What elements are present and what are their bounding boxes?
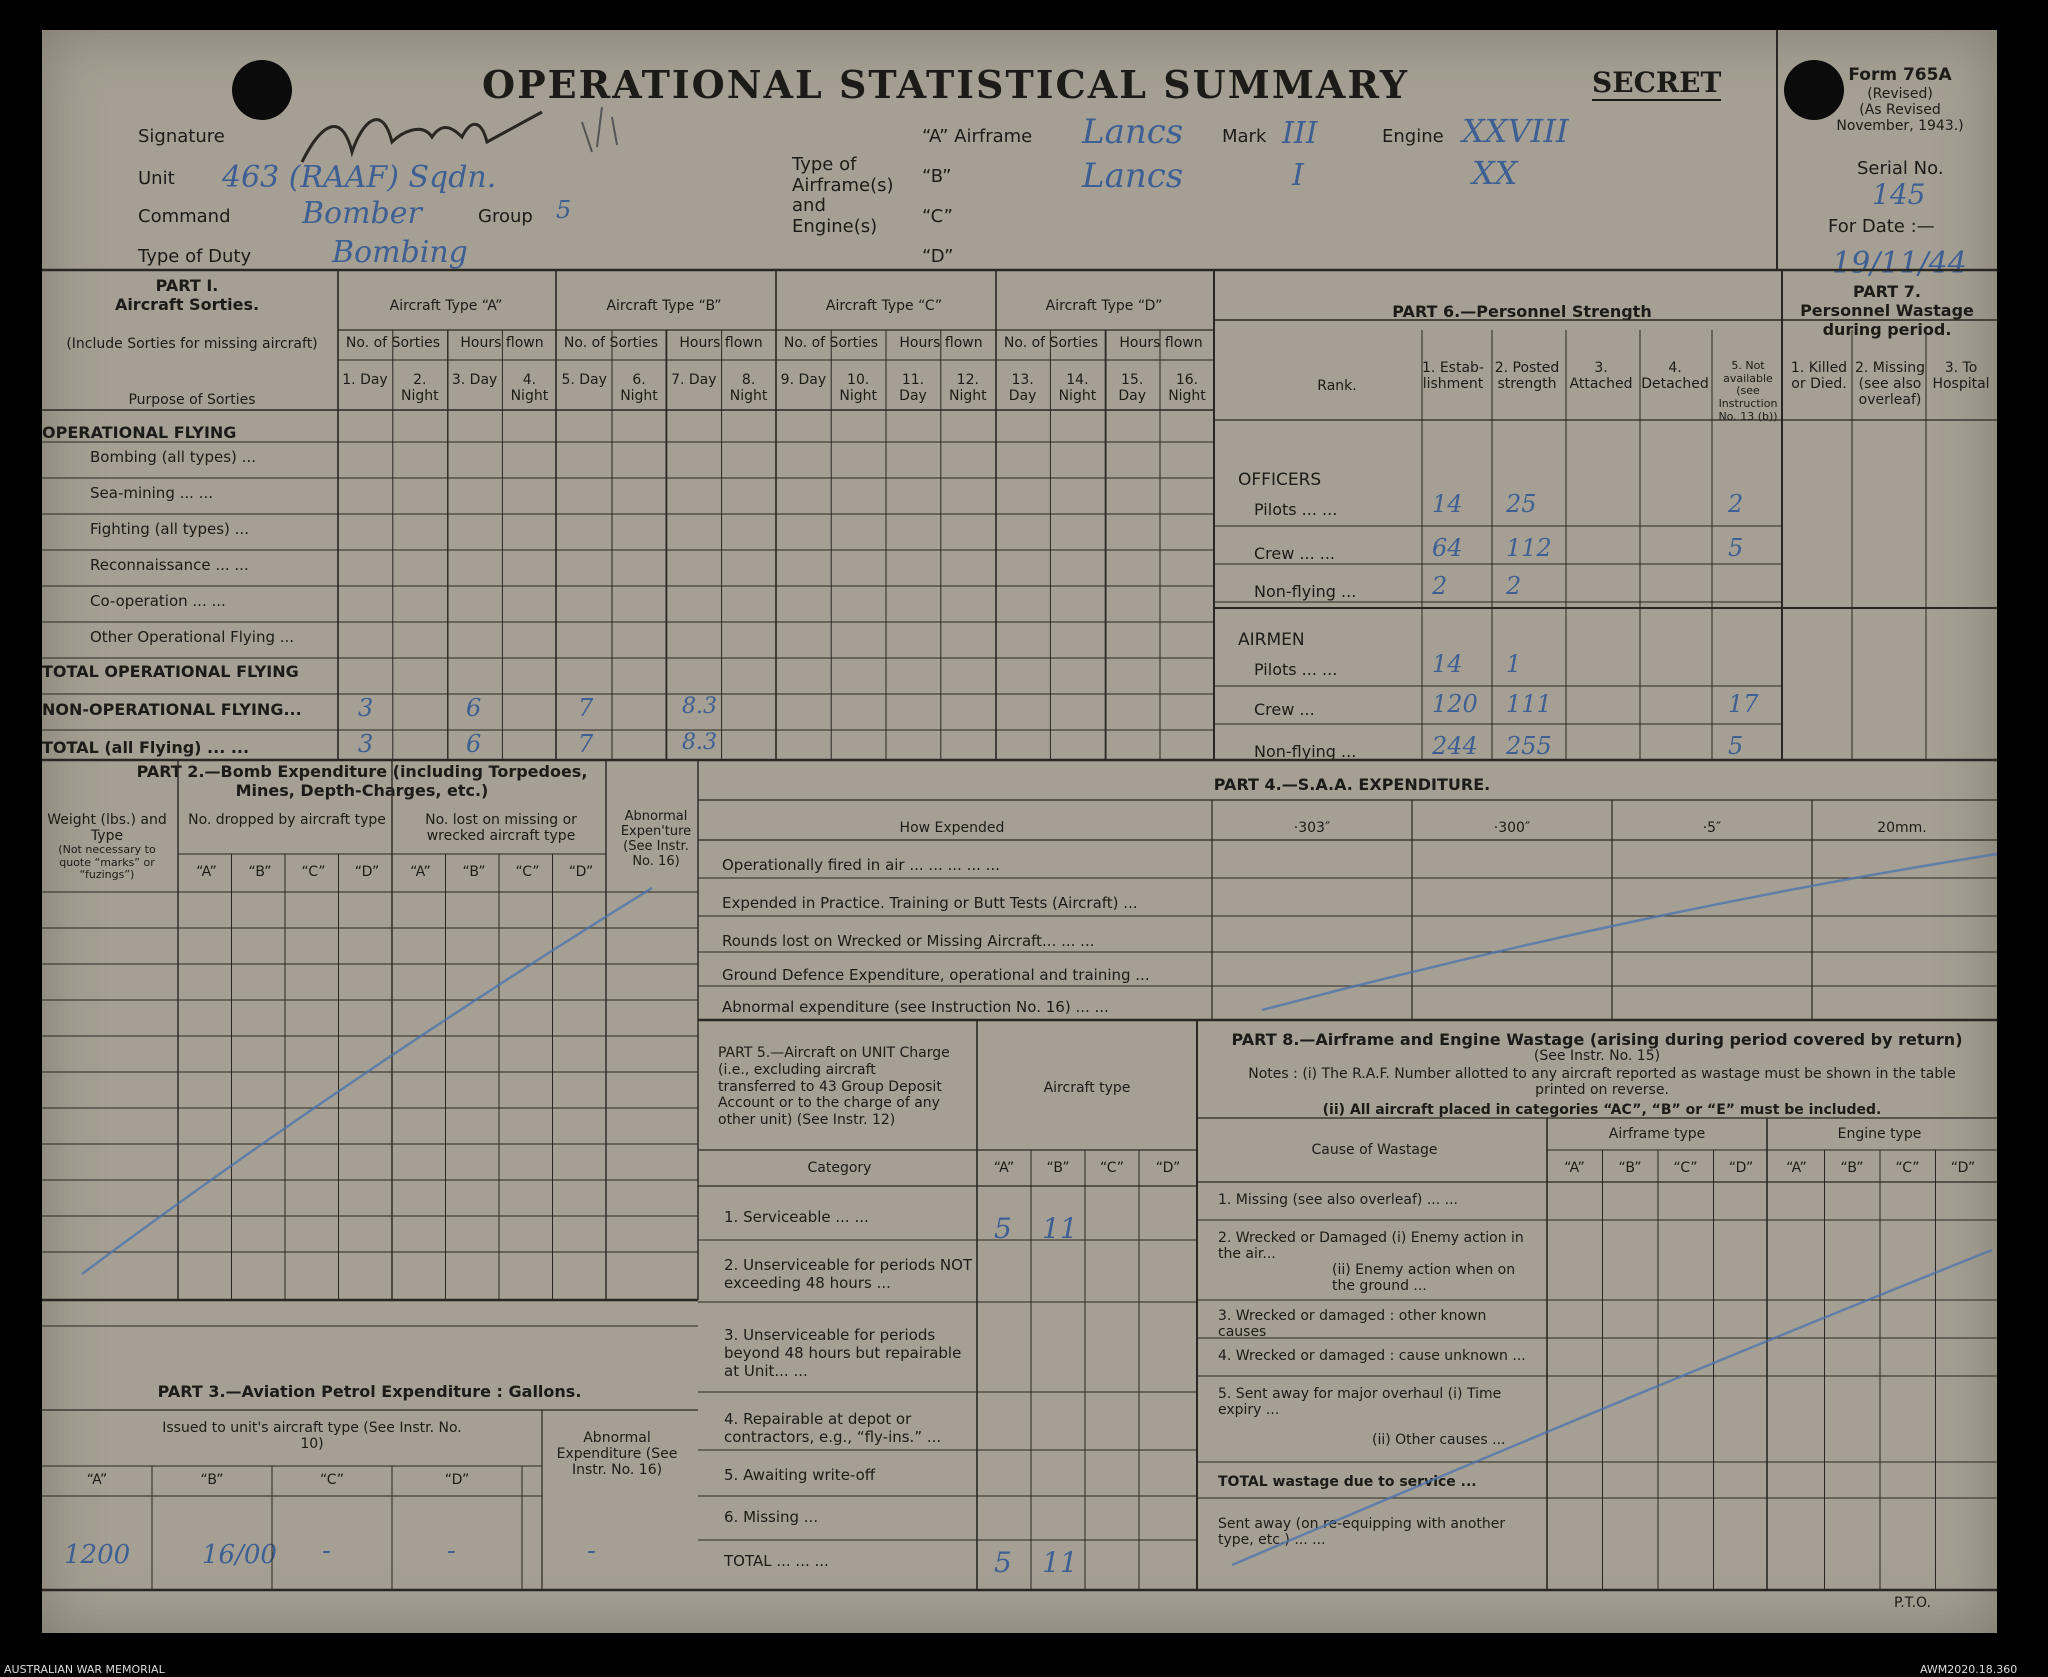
part1-row-bombing: Bombing (all types) ... (90, 448, 256, 466)
part5-letter-c: “C” (1099, 1160, 1125, 1176)
calibre-300: ·300″ (1493, 820, 1531, 836)
group-label: Group (478, 206, 533, 227)
hours-sub-d: Hours flown (1119, 335, 1203, 351)
total-operational-label: TOTAL OPERATIONAL FLYING (42, 662, 299, 681)
part1-col-16: 16. Night (1168, 372, 1206, 405)
hours-sub-a: Hours flown (460, 335, 544, 351)
airmen-label: AIRMEN (1238, 630, 1305, 650)
sorties-sub-c: No. of Sorties (783, 335, 879, 351)
command-label: Command (138, 206, 231, 227)
calibre-303: ·303″ (1293, 820, 1331, 836)
part8-letter-8: “D” (1950, 1160, 1976, 1176)
a-engine-value: XXVIII (1462, 112, 1569, 150)
serial-label: Serial No. (1857, 158, 1944, 179)
total-value-4: 8.3 (682, 730, 717, 755)
part5-row-5: 5. Awaiting write-off (724, 1466, 876, 1484)
total-all-label: TOTAL (all Flying) ... ... (42, 738, 250, 757)
part7-col-3: 3. To Hospital (1932, 360, 1990, 393)
total-value-1: 3 (358, 730, 374, 758)
part6-value-6-2: 255 (1506, 732, 1552, 760)
part4-row-1: Operationally fired in air ... ... ... ... ... (722, 856, 1000, 874)
part8-letter-5: “A” (1786, 1160, 1807, 1176)
b-mark-value: I (1292, 158, 1304, 193)
issued-label: Issued to unit's aircraft type (See Instr. No. 10) (162, 1420, 462, 1453)
airframe-d-label: “D” (922, 246, 954, 267)
part1-col-2: 2. Night (400, 372, 439, 405)
a-airframe-value: Lancs (1082, 112, 1184, 152)
form-number: Form 765A (Revised) (As Revised November, 1943.) (1836, 65, 1964, 134)
operational-flying-label: OPERATIONAL FLYING (42, 423, 237, 442)
part7-col-2: 2. Missing (see also overleaf) (1854, 360, 1925, 409)
part1-row-other: Other Operational Flying ... (90, 628, 295, 646)
a-mark-value: III (1282, 116, 1318, 151)
airframe-group-label: Type of Airframe(s) and Engine(s) (792, 154, 894, 238)
part2-letter-5: “A” (410, 864, 431, 880)
b-airframe-value: Lancs (1082, 156, 1184, 196)
part4-row-4: Ground Defence Expenditure, operational and training ... (722, 966, 1150, 984)
part1-col-3: 3. Day (451, 372, 498, 388)
duty-value: Bombing (332, 235, 468, 270)
part5-row-3: 3. Unserviceable for periods beyond 48 hours but repairable at Unit... ... (724, 1326, 962, 1380)
part5-title: PART 5.—Aircraft on UNIT Charge (i.e., excluding aircraft transferred to 43 Group Deposit Account or to the charge of any other unit) (See Instr. 12) (718, 1045, 950, 1129)
part7-col-1: 1. Killed or Died. (1790, 360, 1848, 393)
part1-col-5: 5. Day (561, 372, 607, 388)
part4-row-3: Rounds lost on Wrecked or Missing Aircraft... ... ... (722, 932, 1095, 950)
part5-row-total: TOTAL ... ... ... (724, 1552, 829, 1570)
part6-value-4-2: 1 (1506, 650, 1522, 678)
petrol-b-value: 16/00 (202, 1540, 277, 1570)
airframe-c-label: “C” (922, 206, 953, 227)
non-op-value-2: 6 (466, 694, 482, 722)
non-op-value-4: 8.3 (682, 694, 717, 719)
part1-col-14: 14. Night (1058, 372, 1097, 405)
part1-col-6: 6. Night (620, 372, 658, 405)
part6-row-label-3: Non-flying ... (1254, 582, 1357, 601)
part4-row-2: Expended in Practice. Training or Butt Tests (Aircraft) ... (722, 894, 1138, 912)
part5-row-4: 4. Repairable at depot or contractors, e.g., “fly-ins.” ... (724, 1410, 942, 1446)
part5-letter-a: “A” (993, 1160, 1015, 1176)
engine-label: Engine (1382, 126, 1444, 147)
calibre-20mm: 20mm. (1877, 820, 1927, 836)
b-engine-value: XX (1472, 154, 1518, 192)
dropped-label: No. dropped by aircraft type (188, 812, 386, 828)
part6-value-3-2: 2 (1506, 572, 1522, 600)
lost-label: No. lost on missing or wrecked aircraft type (425, 812, 577, 845)
unit-value: 463 (RAAF) Sqdn. (222, 160, 497, 195)
part6-row-label-5: Crew ... (1254, 700, 1315, 719)
serviceable-b-value: 11 (1042, 1212, 1078, 1245)
total-value-2: 6 (466, 730, 482, 758)
part5-row-2: 2. Unserviceable for periods NOT exceeding 48 hours ... (724, 1256, 973, 1292)
part6-value-2-5: 5 (1728, 534, 1744, 562)
part1-row-fighting: Fighting (all types) ... (90, 520, 249, 538)
serial-value: 145 (1872, 178, 1926, 211)
footer-right: AWM2020.18.360 (1920, 1663, 2018, 1676)
part8-row-2: 2. Wrecked or Damaged (i) Enemy action in the air... (1218, 1230, 1524, 1262)
part8-row-7: (ii) Other causes ... (1372, 1432, 1506, 1448)
hours-sub-c: Hours flown (899, 335, 983, 351)
part3-letter-b: “B” (200, 1472, 224, 1488)
airframe-a-label: “A” Airframe (922, 126, 1033, 147)
part6-value-5-1: 120 (1432, 690, 1478, 718)
non-op-value-1: 3 (358, 694, 374, 722)
part2-letter-4: “D” (354, 864, 380, 880)
part8-row-1: 1. Missing (see also overleaf) ... ... (1218, 1192, 1458, 1208)
part8-letter-4: “D” (1728, 1160, 1754, 1176)
for-date-value: 19/11/44 (1832, 246, 1967, 281)
group-value: 5 (556, 196, 572, 224)
airframe-b-label: “B” (922, 166, 952, 187)
part6-row-label-1: Pilots ... ... (1254, 500, 1338, 519)
part1-row-sea-mining: Sea-mining ... ... (90, 484, 213, 502)
part6-value-1-2: 25 (1506, 490, 1537, 518)
for-date-label: For Date :— (1828, 216, 1935, 237)
total-b-value: 11 (1042, 1546, 1078, 1579)
part1-col-13: 13. Day (1008, 372, 1037, 405)
part8-letter-1: “A” (1564, 1160, 1585, 1176)
footer-left: AUSTRALIAN WAR MEMORIAL (4, 1663, 165, 1676)
part8-letter-6: “B” (1840, 1160, 1864, 1176)
part3-abnormal-label: Abnormal Expenditure (See Instr. No. 16) (556, 1430, 678, 1479)
part3-letter-d: “D” (444, 1472, 470, 1488)
part8-instr: (See Instr. No. 15) (1533, 1048, 1661, 1064)
part1-col-12: 12. Night (948, 372, 987, 405)
part6-value-5-5: 17 (1728, 690, 1759, 718)
part8-note2: (ii) All aircraft placed in categories “AC”, “B” or “E” must be included. (1322, 1102, 1882, 1118)
part6-col-5: 5. Not available (see Instruction No. 13 (b)) (1718, 359, 1778, 423)
part6-value-6-5: 5 (1728, 732, 1744, 760)
purpose-label: Purpose of Sorties (128, 392, 256, 408)
weight-label: Weight (lbs.) and Type (Not necessary to quote “marks” or “fuzings”) (47, 812, 167, 882)
part8-row-8: TOTAL wastage due to service ... (1218, 1474, 1477, 1490)
part3-letter-a: “A” (86, 1472, 108, 1488)
form-title: OPERATIONAL STATISTICAL SUMMARY (482, 62, 1409, 107)
unit-label: Unit (138, 168, 175, 189)
sorties-sub-a: No. of Sorties (345, 335, 441, 351)
part6-value-4-1: 14 (1432, 650, 1463, 678)
type-c-header: Aircraft Type “C” (825, 298, 943, 314)
how-expended-label: How Expended (899, 820, 1005, 836)
part8-letter-2: “B” (1618, 1160, 1642, 1176)
part1-col-10: 10. Night (839, 372, 877, 405)
part6-col-2: 2. Posted strength (1494, 360, 1560, 393)
part6-row-label-6: Non-flying ... (1254, 742, 1357, 761)
part8-title: PART 8.—Airframe and Engine Wastage (arising during period covered by return) (1231, 1030, 1963, 1049)
duty-label: Type of Duty (138, 246, 252, 267)
cause-label: Cause of Wastage (1311, 1142, 1438, 1158)
part8-row-9: Sent away (on re-equipping with another type, etc.) ... ... (1218, 1516, 1506, 1548)
part6-row-label-2: Crew ... ... (1254, 544, 1336, 563)
part5-row-1: 1. Serviceable ... ... (724, 1208, 869, 1226)
part1-col-8: 8. Night (729, 372, 768, 405)
engine-type-label: Engine type (1837, 1126, 1922, 1142)
part2-letter-8: “D” (568, 864, 594, 880)
part4-row-5: Abnormal expenditure (see Instruction No. 16) ... ... (722, 998, 1109, 1016)
part2-title: PART 2.—Bomb Expenditure (including Torpedoes, Mines, Depth-Charges, etc.) (136, 762, 588, 800)
part6-value-2-1: 64 (1432, 534, 1463, 562)
sorties-sub-d: No. of Sorties (1003, 335, 1099, 351)
mark-label: Mark (1222, 126, 1267, 147)
part6-col-3: 3. Attached (1569, 360, 1633, 393)
total-a-value: 5 (994, 1546, 1012, 1579)
part6-value-1-5: 2 (1728, 490, 1744, 518)
part8-letter-3: “C” (1673, 1160, 1698, 1176)
part1-row-co-operation: Co-operation ... ... (90, 592, 226, 610)
part8-row-6: 5. Sent away for major overhaul (i) Time expiry ... (1218, 1386, 1502, 1418)
secret-stamp: SECRET (1592, 66, 1722, 99)
part6-value-5-2: 111 (1506, 690, 1552, 718)
part1-col-1: 1. Day (342, 372, 388, 388)
part2-letter-1: “A” (196, 864, 217, 880)
part4-title: PART 4.—S.A.A. EXPENDITURE. (1213, 775, 1491, 794)
type-a-header: Aircraft Type “A” (389, 298, 503, 314)
non-op-value-3: 7 (578, 694, 594, 722)
part5-letter-b: “B” (1046, 1160, 1070, 1176)
petrol-abnormal-value: - (587, 1536, 596, 1566)
command-value: Bomber (302, 196, 422, 231)
part6-value-2-2: 112 (1506, 534, 1552, 562)
signature-label: Signature (138, 126, 225, 147)
part2-letter-6: “B” (462, 864, 486, 880)
part8-row-3: (ii) Enemy action when on the ground ... (1332, 1262, 1516, 1294)
part6-value-6-1: 244 (1432, 732, 1478, 760)
part1-row-reconnaissance: Reconnaissance ... ... (90, 556, 249, 574)
part6-row-label-4: Pilots ... ... (1254, 660, 1338, 679)
part8-row-5: 4. Wrecked or damaged : cause unknown ... (1218, 1348, 1526, 1364)
sorties-sub-b: No. of Sorties (563, 335, 659, 351)
part5-row-6: 6. Missing ... (724, 1508, 819, 1526)
petrol-c-value: - (322, 1536, 331, 1566)
part2-letter-2: “B” (248, 864, 272, 880)
part1-col-15: 15. Day (1118, 372, 1147, 405)
part5-letter-d: “D” (1155, 1160, 1181, 1176)
part2-letter-7: “C” (515, 864, 540, 880)
part8-note1: Notes : (i) The R.A.F. Number allotted to any aircraft reported as wastage must be shown in the table printed on reverse. (1248, 1066, 1956, 1099)
part3-title: PART 3.—Aviation Petrol Expenditure : Gallons. (157, 1382, 582, 1401)
non-operational-label: NON-OPERATIONAL FLYING... (42, 700, 302, 719)
part2-abnormal-label: Abnormal Expen'ture (See Instr. No. 16) (620, 809, 692, 869)
petrol-d-value: - (447, 1536, 456, 1566)
part6-title: PART 6.—Personnel Strength (1392, 302, 1652, 321)
part1-col-9: 9. Day (780, 372, 827, 388)
hours-sub-b: Hours flown (679, 335, 763, 351)
part6-col-1: 1. Estab-lishment (1422, 360, 1484, 393)
pto-label: P.T.O. (1894, 1595, 1931, 1611)
part1-note: (Include Sorties for missing aircraft) (66, 336, 318, 352)
part7-title: PART 7. Personnel Wastage during period. (1800, 282, 1974, 339)
part1-col-4: 4. Night (510, 372, 549, 405)
calibre-5: ·5″ (1702, 820, 1722, 836)
petrol-a-value: 1200 (64, 1540, 131, 1570)
type-d-header: Aircraft Type “D” (1045, 298, 1163, 314)
serviceable-a-value: 5 (994, 1212, 1012, 1245)
part1-col-7: 7. Day (671, 372, 717, 388)
part8-row-4: 3. Wrecked or damaged : other known causes (1218, 1308, 1487, 1340)
rank-label: Rank. (1317, 378, 1357, 394)
part5-aircraft-type-label: Aircraft type (1043, 1080, 1131, 1096)
part6-value-3-1: 2 (1432, 572, 1448, 600)
part1-title: PART I. Aircraft Sorties. (114, 276, 260, 314)
part6-value-1-1: 14 (1432, 490, 1463, 518)
form-sheet (42, 30, 1997, 1633)
total-value-3: 7 (578, 730, 594, 758)
type-b-header: Aircraft Type “B” (606, 298, 722, 314)
part1-col-11: 11. Day (899, 372, 927, 405)
part2-letter-3: “C” (301, 864, 326, 880)
category-label: Category (807, 1160, 872, 1176)
part3-letter-c: “C” (319, 1472, 345, 1488)
officers-label: OFFICERS (1238, 470, 1322, 490)
airframe-type-label: Airframe type (1608, 1126, 1706, 1142)
form-grid-lines (42, 30, 1997, 1633)
part6-col-4: 4. Detached (1641, 360, 1709, 393)
part8-letter-7: “C” (1895, 1160, 1920, 1176)
